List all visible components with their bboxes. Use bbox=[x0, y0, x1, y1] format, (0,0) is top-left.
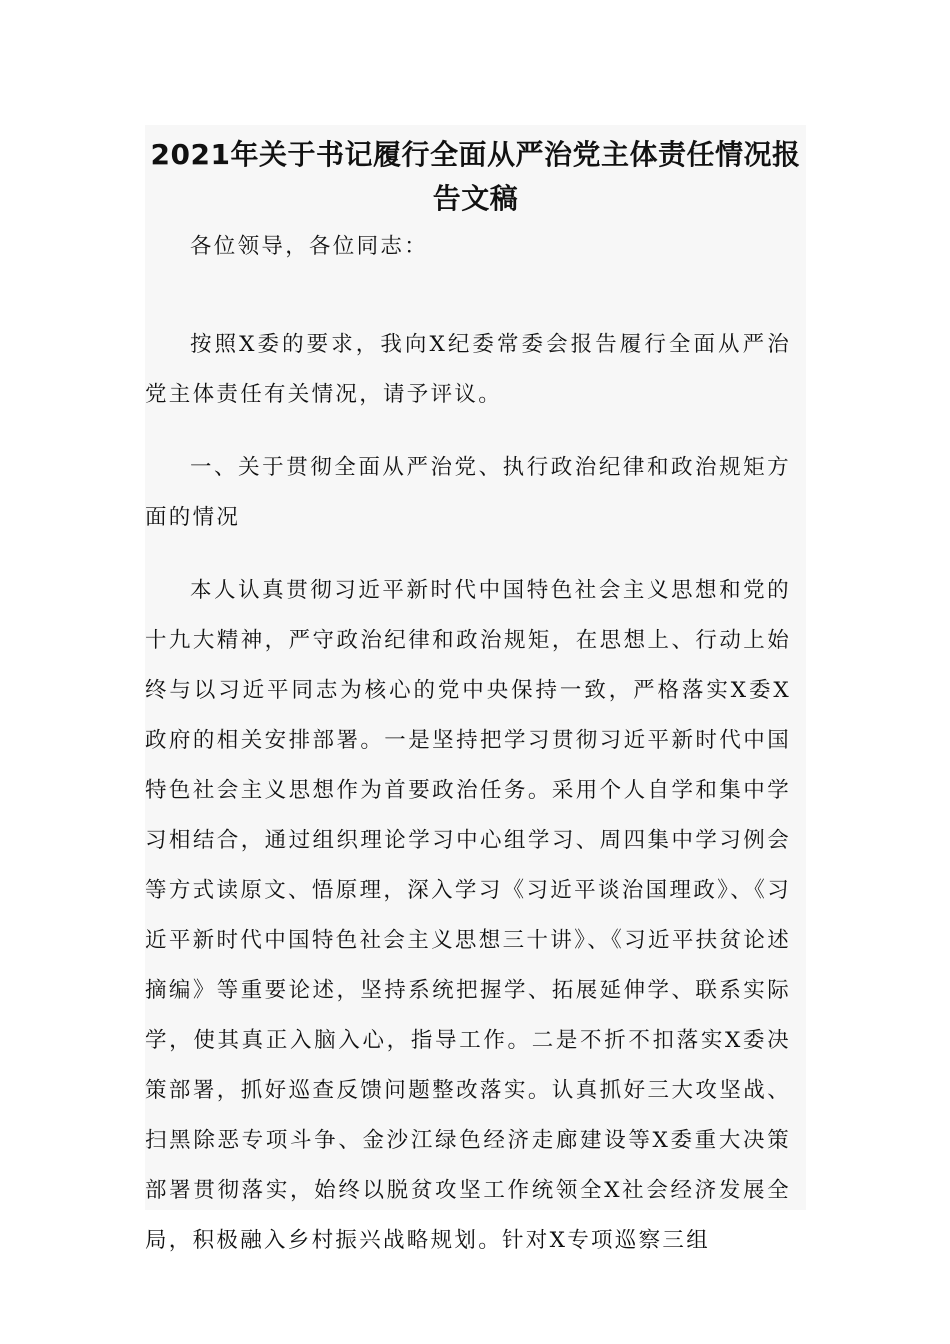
document-title: 2021年关于书记履行全面从严治党主体责任情况报告文稿 bbox=[150, 138, 801, 215]
greeting-paragraph: 各位领导，各位同志： bbox=[190, 234, 429, 259]
section-heading-1: 一、关于贯彻全面从严治党、执行政治纪律和政治规矩方面的情况 bbox=[145, 455, 791, 530]
intro-paragraph: 按照X委的要求，我向X纪委常委会报告履行全面从严治党主体责任有关情况，请予评议。 bbox=[145, 332, 791, 407]
body-paragraph-1: 本人认真贯彻习近平新时代中国特色社会主义思想和党的十九大精神，严守政治纪律和政治规矩，在思想上、行动上始终与以习近平同志为核心的党中央保持一致，严格落实X委X政府的相关安排部署。一是坚持把学习贯彻习近平新时代中国特色社会主义思想作为首要政治任务。采用个人自学和集中学习相结合，通过组织理论学习中心组学习、周四集中学习例会等方式读原文、悟原理，深入学习《习近平谈治国理政》、《习近平新时代中国特色社会主义思想三十讲》、《习近平扶贫论述摘编》等重要论述，坚持系统把握学、拓展延伸学、联系实际学，使其真正入脑入心，指导工作。二是不折不扣落实X委决策部署，抓好巡查反馈问题整改落实。认真抓好三大攻坚战、扫黑除恶专项斗争、金沙江绿色经济走廊建设等X委重大决策部署贯彻落实，始终以脱贫攻坚工作统领全X社会经济发展全局，积极融入乡村振兴战略规划。针对X专项巡察三组 bbox=[145, 578, 791, 1253]
